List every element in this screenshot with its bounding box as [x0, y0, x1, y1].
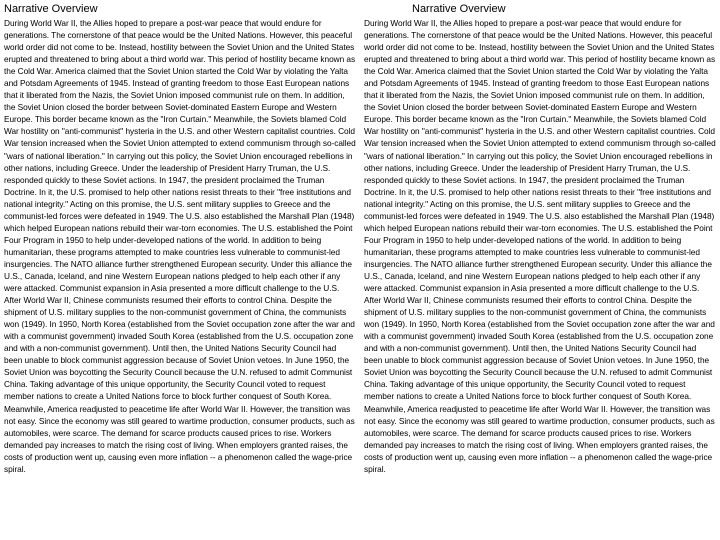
left-column [4, 2, 356, 475]
narrative-text-left: During World War II, the Allies hoped to prepare a post-war peace that would endure for generations. The cornerstone of that peace would be the United Nations. However, this peaceful world order did not come to be. Instead, hostility between the Soviet Union and the United States erupted and threatened to bring about a third world war. This period of hostility became known as the Cold War. America claimed that the Soviet Union started the Cold War by violating the Yalta and Potsdam Agreements of 1945. Instead of granting freedom to those East European nations that it liberated from the Nazis, the Soviet Union imposed communist rule on them. In addition, the Soviet Union closed the border between Soviet-dominated Eastern Europe and Western Europe. This border became known as the "Iron Curtain." Meanwhile, the Soviets blamed Cold War hostility on "anti-communist" hysteria in the U.S. and other Western capitalist countries. Cold War tension increased when the Soviet Union attempted to extend communism through so-called "wars of national liberation." In carrying out this policy, the Soviet Union encouraged rebellions in other nations, including Greece. Under the leadership of President Harry Truman, the U.S. responded quickly to these Soviet actions. In 1947, the president proclaimed the Truman Doctrine. In it, the U.S. promised to help other nations resist threats to their "free institutions and national integrity." Acting on this promise, the U.S. sent military supplies to Greece and the communist-led forces were defeated in 1949. The U.S. also established the Marshall Plan (1948) which helped European nations rebuild their war-torn economies. The U.S. established the Point Four Program in 1950 to help under-developed nations of the world. In addition to being humanitarian, these programs attempted to make countries less vulnerable to communist-led insurgencies. The NATO alliance further strengthened European security. Under this alliance the U.S., Canada, Iceland, and nine Western European nations pledged to help each other if any were attacked. Communist expansion in Asia presented a more difficult challenge to the U.S. After World War II, Chinese communists resumed their efforts to control China. Despite the shipment of U.S. military supplies to the non-communist government of China, the communists won (1949). In 1950, North Korea (established from the Soviet occupation zone after the war and with a communist government) invaded South Korea (established from the U.S. occupation zone and with a non-communist government). Until then, the United Nations Security Council had been unable to block communist aggression because of Soviet Union vetoes. In June 1950, the Soviet Union was boycotting the Security Council because the U.N. refused to admit Communist China. Taking advantage of this unique opportunity, the Security Council voted to request member nations to create a United Nations force to block further conquest of South Korea. Meanwhile, America readjusted to peacetime life after World War II. However, the transition was not easy. Since the economy was still geared to wartime production, consumer products, such as automobiles, were scarce. The demand for scarce products caused prices to rise. Workers demanded pay increases to match the rising cost of living. When employers granted raises, the costs of production went up, causing even more inflation -- a phenomenon called the wage-price spiral. [4, 18, 356, 474]
page-title-left: Narrative Overview [4, 3, 98, 15]
page-title-right: Narrative Overview [412, 3, 506, 15]
right-column [364, 2, 716, 475]
narrative-text-right: During World War II, the Allies hoped to prepare a post-war peace that would endure for generations. The cornerstone of that peace would be the United Nations. However, this peaceful world order did not come to be. Instead, hostility between the Soviet Union and the United States erupted and threatened to bring about a third world war. This period of hostility became known as the Cold War. America claimed that the Soviet Union started the Cold War by violating the Yalta and Potsdam Agreements of 1945. Instead of granting freedom to those East European nations that it liberated from the Nazis, the Soviet Union imposed communist rule on them. In addition, the Soviet Union closed the border between Soviet-dominated Eastern Europe and Western Europe. This border became known as the "Iron Curtain." Meanwhile, the Soviets blamed Cold War hostility on "anti-communist" hysteria in the U.S. and other Western capitalist countries. Cold War tension increased when the Soviet Union attempted to extend communism through so-called "wars of national liberation." In carrying out this policy, the Soviet Union encouraged rebellions in other nations, including Greece. Under the leadership of President Harry Truman, the U.S. responded quickly to these Soviet actions. In 1947, the president proclaimed the Truman Doctrine. In it, the U.S. promised to help other nations resist threats to their "free institutions and national integrity." Acting on this promise, the U.S. sent military supplies to Greece and the communist-led forces were defeated in 1949. The U.S. also established the Marshall Plan (1948) which helped European nations rebuild their war-torn economies. The U.S. established the Point Four Program in 1950 to help under-developed nations of the world. In addition to being humanitarian, these programs attempted to make countries less vulnerable to communist-led insurgencies. The NATO alliance further strengthened European security. Under this alliance the U.S., Canada, Iceland, and nine Western European nations pledged to help each other if any were attacked. Communist expansion in Asia presented a more difficult challenge to the U.S. After World War II, Chinese communists resumed their efforts to control China. Despite the shipment of U.S. military supplies to the non-communist government of China, the communists won (1949). In 1950, North Korea (established from the Soviet occupation zone after the war and with a communist government) invaded South Korea (established from the U.S. occupation zone and with a non-communist government). Until then, the United Nations Security Council had been unable to block communist aggression because of Soviet Union vetoes. In June 1950, the Soviet Union was boycotting the Security Council because the U.N. refused to admit Communist China. Taking advantage of this unique opportunity, the Security Council voted to request member nations to create a United Nations force to block further conquest of South Korea. Meanwhile, America readjusted to peacetime life after World War II. However, the transition was not easy. Since the economy was still geared to wartime production, consumer products, such as automobiles, were scarce. The demand for scarce products caused prices to rise. Workers demanded pay increases to match the rising cost of living. When employers granted raises, the costs of production went up, causing even more inflation -- a phenomenon called the wage-price spiral. [364, 18, 716, 474]
